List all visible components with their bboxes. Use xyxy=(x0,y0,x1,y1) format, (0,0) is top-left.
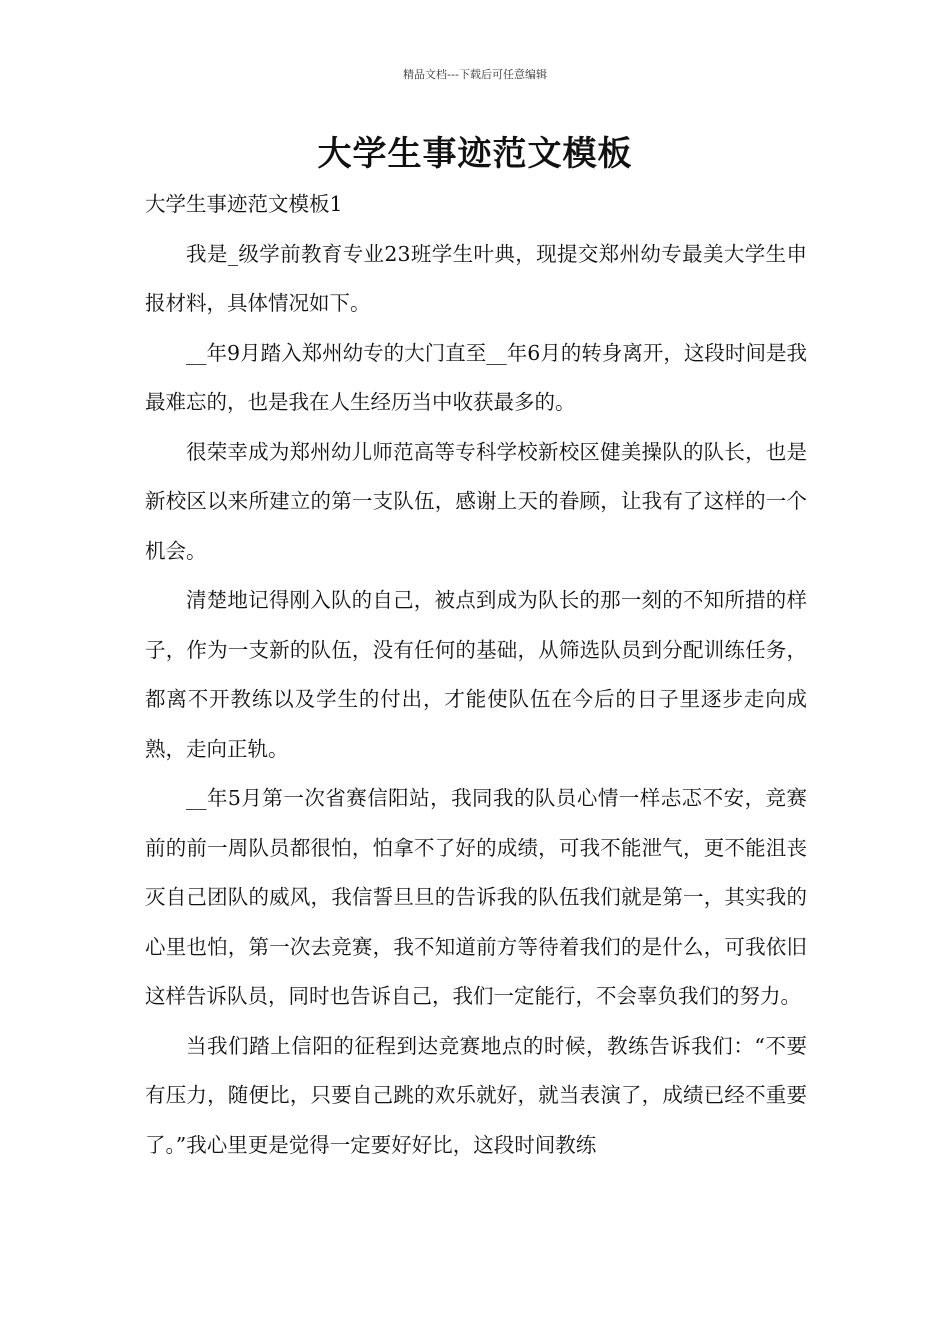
paragraph-2: __年9月踏入郑州幼专的大门直至__年6月的转身离开，这段时间是我最难忘的，也是我在人生经历当中收获最多的。 xyxy=(145,340,807,414)
paragraph-3: 很荣幸成为郑州幼儿师范高等专科学校新校区健美操队的队长，也是新校区以来所建立的第一支队伍，感谢上天的眷顾，让我有了这样的一个机会。 xyxy=(145,439,807,563)
document-title: 大学生事迹范文模板 xyxy=(317,134,633,174)
paragraph-5: __年5月第一次省赛信阳站，我同我的队员心情一样忐忑不安，竞赛前的前一周队员都很怕，怕拿不了好的成绩，可我不能泄气，更不能沮丧灭自己团队的威风，我信誓旦旦的告诉我的队伍我们就是第一，其实我的心里也怕，第一次去竞赛，我不知道前方等待着我们的是什么，可我依旧这样告诉队员，同时也告诉自己，我们一定能行，不会辜负我们的努力。 xyxy=(145,786,807,1008)
section-subtitle: 大学生事迹范文模板1 xyxy=(145,192,343,216)
paragraph-4: 清楚地记得刚入队的自己，被点到成为队长的那一刻的不知所措的样子，作为一支新的队伍，没有任何的基础，从筛选队员到分配训练任务，都离不开教练以及学生的付出，才能使队伍在今后的日子里逐步走向成熟，走向正轨。 xyxy=(145,588,807,761)
header-note: 精品文档---下载后可任意编辑 xyxy=(403,68,547,81)
paragraph-1: 我是_级学前教育专业23班学生叶典，现提交郑州幼专最美大学生申报材料，具体情况如下。 xyxy=(145,241,807,315)
paragraph-6: 当我们踏上信阳的征程到达竞赛地点的时候，教练告诉我们：“不要有压力，随便比，只要自己跳的欢乐就好，就当表演了，成绩已经不重要了。”我心里更是觉得一定要好好比，这段时间教练 xyxy=(145,1033,807,1157)
document-body xyxy=(145,180,807,1170)
